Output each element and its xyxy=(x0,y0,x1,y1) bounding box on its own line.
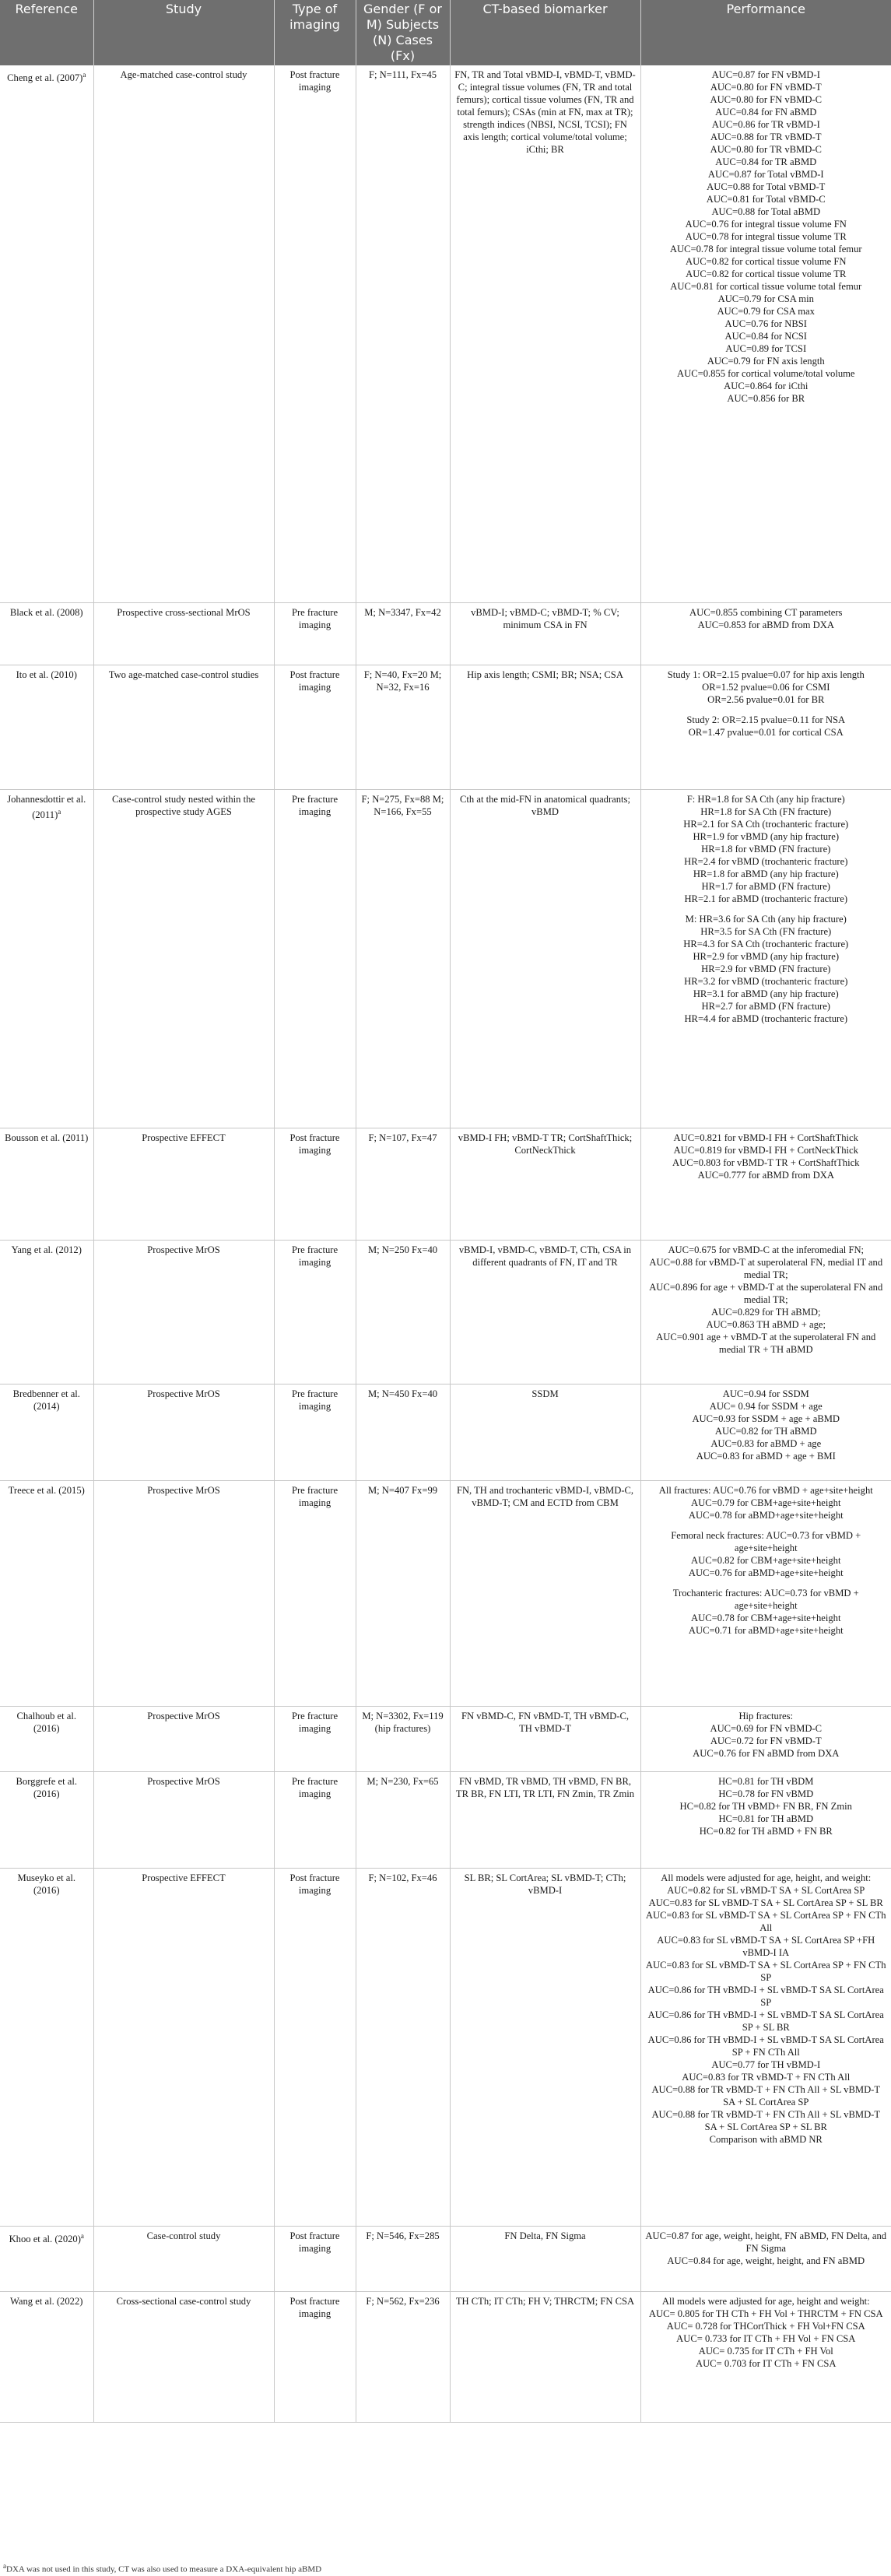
header-study: Study xyxy=(93,0,274,65)
performance-line: AUC=0.76 for FN aBMD from DXA xyxy=(693,1747,840,1759)
performance-line: AUC=0.84 for age, weight, height, and FN aBMD xyxy=(667,2255,865,2266)
cell-performance xyxy=(640,2291,891,2422)
cell-subjects: M; N=3302, Fx=119 (hip fractures) xyxy=(356,1706,450,1771)
cell-subjects: M; N=3347, Fx=42 xyxy=(356,602,450,665)
cell-study: Prospective MrOS xyxy=(93,1771,274,1868)
performance-line: HR=2.9 for vBMD (any hip fracture) xyxy=(693,950,840,962)
performance-line: All models were adjusted for age, height and weight: xyxy=(661,2295,870,2307)
cell-performance xyxy=(640,1240,891,1384)
cell-study: Prospective MrOS xyxy=(93,1384,274,1480)
performance-line: AUC=0.77 for TH vBMD-I xyxy=(711,2058,821,2070)
table-row xyxy=(0,789,891,1128)
performance-line: AUC=0.83 for aBMD + age xyxy=(710,1437,822,1449)
performance-line: AUC=0.864 for iCthi xyxy=(724,381,809,391)
table-row xyxy=(0,665,891,789)
performance-line: HR=1.7 for aBMD (FN fracture) xyxy=(701,880,831,892)
cell-reference: Chalhoub et al. (2016) xyxy=(0,1706,93,1771)
performance-line: HR=2.1 for aBMD (trochanteric fracture) xyxy=(684,893,848,904)
performance-line: HC=0.81 for TH vBDM xyxy=(718,1775,814,1787)
table-row xyxy=(0,1240,891,1384)
table-footnote: $^a$DXA was not used in this study, CT was also used to measure a DXA-equivalent hip aBMD xyxy=(3,2562,322,2574)
performance-line: AUC=0.83 for SL vBMD-T SA + SL CortArea SP + SL BR xyxy=(648,1897,883,1908)
performance-line: AUC=0.856 for BR xyxy=(727,393,805,404)
cell-imaging: Post fracture imaging xyxy=(274,2291,356,2422)
performance-line: AUC=0.93 for SSDM + age + aBMD xyxy=(692,1413,840,1424)
cell-subjects: M; N=450 Fx=40 xyxy=(356,1384,450,1480)
performance-line: AUC=0.777 for aBMD from DXA xyxy=(697,1169,834,1181)
performance-line: AUC= 0.728 for THCortThick + FH Vol+FN CSA xyxy=(666,2320,865,2332)
performance-line: AUC=0.88 for TR vBMD-T + FN CTh All + SL vBMD-T SA + SL CortArea SP + SL BR xyxy=(651,2108,881,2132)
performance-line: AUC=0.89 for TCSI xyxy=(725,343,807,354)
cell-biomarker: FN, TR and Total vBMD-I, vBMD-T, vBMD-C; integral tissue volumes (FN, TR and total femurs); cortical tissue volumes (FN, TR and total femurs); CSAs (min at FN, max at TR); strength indices (NBSI, NCSI, TCSI); FN axis length; cortical volume/total volume; iCthi; BR xyxy=(450,65,640,602)
performance-line: AUC=0.82 for SL vBMD-T SA + SL CortArea SP xyxy=(667,1884,865,1896)
performance-line: All models were adjusted for age, height, and weight: xyxy=(661,1872,872,1883)
cell-biomarker: FN vBMD-C, FN vBMD-T, TH vBMD-C, TH vBMD-T xyxy=(450,1706,640,1771)
cell-biomarker: vBMD-I, vBMD-C, vBMD-T, CTh, CSA in different quadrants of FN, IT and TR xyxy=(450,1240,640,1384)
cell-performance xyxy=(640,1868,891,2226)
performance-line: AUC=0.78 for integral tissue volume TR xyxy=(685,231,847,242)
performance-line: AUC=0.81 for Total vBMD-C xyxy=(706,194,826,205)
cell-biomarker: vBMD-I; vBMD-C; vBMD-T; % CV; minimum CSA in FN xyxy=(450,602,640,665)
performance-line xyxy=(645,1521,888,1529)
performance-line: AUC=0.853 for aBMD from DXA xyxy=(697,619,834,630)
header-imaging: Type of imaging xyxy=(274,0,356,65)
cell-imaging: Pre fracture imaging xyxy=(274,602,356,665)
performance-line: AUC=0.829 for TH aBMD; xyxy=(711,1306,821,1318)
cell-biomarker: SSDM xyxy=(450,1384,640,1480)
cell-study: Prospective MrOS xyxy=(93,1706,274,1771)
cell-study: Case-control study xyxy=(93,2226,274,2291)
cell-performance xyxy=(640,602,891,665)
performance-line: AUC= 0.805 for TH CTh + FH Vol + THRCTM + FN CSA xyxy=(648,2308,883,2319)
table-row xyxy=(0,1771,891,1868)
performance-line: AUC=0.819 for vBMD-I FH + CortNeckThick xyxy=(673,1144,858,1156)
performance-line: AUC=0.80 for FN vBMD-T xyxy=(710,82,822,93)
performance-line: AUC=0.901 age + vBMD-T at the superolateral FN and medial TR + TH aBMD xyxy=(656,1331,876,1355)
performance-line: AUC=0.78 for CBM+age+site+height xyxy=(691,1612,841,1623)
cell-imaging: Pre fracture imaging xyxy=(274,789,356,1128)
cell-biomarker: TH CTh; IT CTh; FH V; THRCTM; FN CSA xyxy=(450,2291,640,2422)
performance-line xyxy=(645,905,888,913)
performance-line: AUC= 0.703 for IT CTh + FN CSA xyxy=(695,2357,837,2369)
header-reference: Reference xyxy=(0,0,93,65)
cell-biomarker: FN vBMD, TR vBMD, TH vBMD, FN BR, TR BR, FN LTI, TR LTI, FN Zmin, TR Zmin xyxy=(450,1771,640,1868)
cell-reference: Cheng et al. $(2007)^a$ xyxy=(0,65,93,602)
cell-performance xyxy=(640,1384,891,1480)
cell-study: Prospective EFFECT xyxy=(93,1128,274,1240)
performance-line: AUC=0.86 for TH vBMD-I + SL vBMD-T SA SL CortArea SP + SL BR xyxy=(647,2009,884,2033)
performance-line: AUC=0.82 for TH aBMD xyxy=(714,1425,817,1437)
performance-line: Comparison with aBMD NR xyxy=(709,2133,823,2145)
performance-line: AUC=0.88 for Total aBMD xyxy=(711,206,821,217)
cell-imaging: Post fracture imaging xyxy=(274,1128,356,1240)
performance-line: Trochanteric fractures: AUC=0.73 for vBMD + age+site+height xyxy=(672,1587,859,1611)
cell-study: Prospective cross-sectional MrOS xyxy=(93,602,274,665)
performance-line: AUC=0.83 for SL vBMD-T SA + SL CortArea SP +FH vBMD-I IA xyxy=(657,1934,875,1958)
performance-line: AUC=0.863 TH aBMD + age; xyxy=(706,1318,826,1330)
performance-line: HR=2.4 for vBMD (trochanteric fracture) xyxy=(684,855,848,867)
performance-line: AUC=0.83 for TR vBMD-T + FN CTh All xyxy=(682,2071,851,2083)
footnote-marker: a xyxy=(58,807,61,816)
performance-line: HR=4.3 for SA Cth (trochanteric fracture) xyxy=(683,938,849,949)
table-row xyxy=(0,65,891,602)
performance-line: AUC=0.83 for aBMD + age + BMI xyxy=(696,1450,836,1462)
header-performance: Performance xyxy=(640,0,891,65)
cell-biomarker: Hip axis length; CSMI; BR; NSA; CSA xyxy=(450,665,640,789)
performance-line: AUC=0.76 for NBSI xyxy=(724,318,807,329)
performance-line: AUC=0.82 for cortical tissue volume TR xyxy=(686,268,847,279)
cell-subjects: F; N=275, Fx=88 M; N=166, Fx=55 xyxy=(356,789,450,1128)
cell-reference: Bredbenner et al. (2014) xyxy=(0,1384,93,1480)
cell-performance xyxy=(640,1128,891,1240)
performance-line: AUC=0.86 for TH vBMD-I + SL vBMD-T SA SL CortArea SP + FN CTh All xyxy=(647,2034,884,2058)
performance-line: OR=1.52 pvalue=0.06 for CSMI xyxy=(702,681,830,693)
performance-line: AUC=0.821 for vBMD-I FH + CortShaftThick xyxy=(673,1132,858,1143)
table-header xyxy=(0,0,891,65)
cell-subjects: F; N=102, Fx=46 xyxy=(356,1868,450,2226)
performance-line: AUC=0.87 for age, weight, height, FN aBMD, FN Delta, and FN Sigma xyxy=(645,2230,887,2254)
performance-line: M: HR=3.6 for SA Cth (any hip fracture) xyxy=(685,913,847,925)
cell-imaging: Post fracture imaging xyxy=(274,2226,356,2291)
cell-biomarker: FN Delta, FN Sigma xyxy=(450,2226,640,2291)
performance-line: AUC=0.69 for FN vBMD-C xyxy=(710,1722,823,1734)
cell-subjects: F; N=546, Fx=285 xyxy=(356,2226,450,2291)
performance-line: AUC=0.76 for aBMD+age+site+height xyxy=(688,1567,844,1578)
performance-line: AUC=0.87 for FN vBMD-I xyxy=(711,69,820,80)
cell-reference: Bousson et al. (2011) xyxy=(0,1128,93,1240)
performance-line: AUC=0.78 for aBMD+age+site+height xyxy=(688,1509,844,1521)
cell-study: Prospective MrOS xyxy=(93,1480,274,1706)
cell-reference: Ito et al. (2010) xyxy=(0,665,93,789)
cell-performance xyxy=(640,65,891,602)
performance-line: AUC=0.81 for cortical tissue volume total femur xyxy=(670,281,862,292)
performance-line: HR=3.5 for SA Cth (FN fracture) xyxy=(700,925,832,937)
cell-subjects: F; N=111, Fx=45 xyxy=(356,65,450,602)
footnote-text: DXA was not used in this study, CT was also used to measure a DXA-equivalent hip aBMD xyxy=(6,2564,322,2574)
cell-reference: Borggrefe et al. (2016) xyxy=(0,1771,93,1868)
performance-line: AUC=0.87 for Total vBMD-I xyxy=(707,169,824,180)
cell-performance xyxy=(640,665,891,789)
cell-performance xyxy=(640,2226,891,2291)
performance-line: HR=3.1 for aBMD (any hip fracture) xyxy=(693,988,839,999)
performance-line: AUC=0.80 for TR vBMD-C xyxy=(710,144,822,155)
performance-line: HR=2.9 for vBMD (FN fracture) xyxy=(701,963,831,974)
table-row xyxy=(0,2226,891,2291)
performance-line xyxy=(645,706,888,714)
cell-study: Prospective EFFECT xyxy=(93,1868,274,2226)
performance-line: AUC=0.83 for SL vBMD-T SA + SL CortArea SP + FN CTh All xyxy=(645,1909,886,1933)
cell-reference: Museyko et al. (2016) xyxy=(0,1868,93,2226)
cell-imaging: Post fracture imaging xyxy=(274,65,356,602)
performance-line: HC=0.81 for TH aBMD xyxy=(718,1813,814,1824)
cell-biomarker: SL BR; SL CortArea; SL vBMD-T; CTh; vBMD-I xyxy=(450,1868,640,2226)
cell-imaging: Pre fracture imaging xyxy=(274,1771,356,1868)
performance-line xyxy=(645,1579,888,1587)
cell-study: Case-control study nested within the prospective study AGES xyxy=(93,789,274,1128)
cell-reference: Khoo et al. $(2020)^a$ xyxy=(0,2226,93,2291)
performance-line: AUC=0.82 for cortical tissue volume FN xyxy=(686,256,847,267)
performance-line: AUC=0.84 for NCSI xyxy=(724,331,807,342)
performance-line: F: HR=1.8 for SA Cth (any hip fracture) xyxy=(686,793,845,805)
performance-line: Study 1: OR=2.15 pvalue=0.07 for hip axis length xyxy=(667,669,865,680)
performance-line: AUC=0.675 for vBMD-C at the inferomedial FN; xyxy=(668,1244,865,1255)
performance-line: AUC=0.94 for SSDM xyxy=(722,1388,809,1399)
cell-performance xyxy=(640,1480,891,1706)
performance-line: AUC=0.88 for TR vBMD-T xyxy=(710,132,822,142)
performance-line: Study 2: OR=2.15 pvalue=0.11 for NSA xyxy=(686,714,846,725)
cell-subjects: M; N=230, Fx=65 xyxy=(356,1771,450,1868)
cell-imaging: Post fracture imaging xyxy=(274,1868,356,2226)
performance-line: AUC= 0.94 for SSDM + age xyxy=(709,1400,823,1412)
cell-performance xyxy=(640,1771,891,1868)
cell-subjects: F; N=562, Fx=236 xyxy=(356,2291,450,2422)
performance-line: HR=1.8 for vBMD (FN fracture) xyxy=(701,843,831,855)
performance-line: AUC=0.84 for FN aBMD xyxy=(715,107,817,118)
table-row xyxy=(0,1480,891,1706)
performance-line: AUC=0.84 for TR aBMD xyxy=(715,156,817,167)
performance-line: HR=4.4 for aBMD (trochanteric fracture) xyxy=(684,1013,848,1024)
performance-line: AUC=0.82 for CBM+age+site+height xyxy=(691,1554,841,1566)
performance-line: OR=1.47 pvalue=0.01 for cortical CSA xyxy=(688,726,844,738)
performance-line: HC=0.78 for FN vBMD xyxy=(718,1788,814,1799)
performance-line: HR=2.1 for SA Cth (trochanteric fracture) xyxy=(683,818,849,830)
cell-reference: Johannesdottir et al. $(2011)^a$ xyxy=(0,789,93,1128)
performance-line: Hip fractures: xyxy=(738,1710,794,1721)
performance-line: HR=1.8 for SA Cth (FN fracture) xyxy=(700,805,832,817)
performance-line: AUC=0.79 for CBM+age+site+height xyxy=(691,1497,841,1508)
performance-line: HC=0.82 for TH aBMD + FN BR xyxy=(699,1825,833,1837)
table-row xyxy=(0,2291,891,2422)
performance-line: AUC=0.71 for aBMD+age+site+height xyxy=(688,1624,844,1636)
cell-study: Age-matched case-control study xyxy=(93,65,274,602)
performance-line: AUC=0.86 for TR vBMD-I xyxy=(711,119,820,130)
cell-reference: Black et al. (2008) xyxy=(0,602,93,665)
performance-line: AUC=0.855 for cortical volume/total volume xyxy=(677,368,855,379)
performance-line: AUC=0.803 for vBMD-T TR + CortShaftThick xyxy=(672,1156,860,1168)
performance-line: AUC=0.88 for TR vBMD-T + FN CTh All + SL vBMD-T SA + SL CortArea SP xyxy=(651,2083,881,2107)
table-row xyxy=(0,602,891,665)
cell-imaging: Post fracture imaging xyxy=(274,665,356,789)
table-row xyxy=(0,1868,891,2226)
cell-study: Two age-matched case-control studies xyxy=(93,665,274,789)
performance-line: HR=2.7 for aBMD (FN fracture) xyxy=(701,1000,831,1012)
performance-line: HR=3.2 for vBMD (trochanteric fracture) xyxy=(684,975,848,987)
table-row xyxy=(0,1706,891,1771)
cell-subjects: M; N=407 Fx=99 xyxy=(356,1480,450,1706)
cell-biomarker: vBMD-I FH; vBMD-T TR; CortShaftThick; CortNeckThick xyxy=(450,1128,640,1240)
cell-imaging: Pre fracture imaging xyxy=(274,1480,356,1706)
cell-biomarker: Cth at the mid-FN in anatomical quadrants; vBMD xyxy=(450,789,640,1128)
table-row xyxy=(0,1384,891,1480)
performance-line: AUC=0.83 for SL vBMD-T SA + SL CortArea SP + FN CTh SP xyxy=(645,1959,886,1983)
cell-imaging: Pre fracture imaging xyxy=(274,1384,356,1480)
cell-imaging: Pre fracture imaging xyxy=(274,1240,356,1384)
performance-line: HR=1.8 for aBMD (any hip fracture) xyxy=(693,868,839,879)
table-row xyxy=(0,1128,891,1240)
cell-reference: Wang et al. (2022) xyxy=(0,2291,93,2422)
footnote-marker: a xyxy=(82,71,86,79)
performance-line: AUC=0.76 for integral tissue volume FN xyxy=(685,219,847,230)
cell-imaging: Pre fracture imaging xyxy=(274,1706,356,1771)
performance-line: All fractures: AUC=0.76 for vBMD + age+site+height xyxy=(658,1484,873,1496)
header-subjects: Gender (F or M) Subjects (N) Cases (Fx) xyxy=(356,0,450,65)
performance-line: AUC= 0.733 for IT CTh + FH Vol + FN CSA xyxy=(676,2332,856,2344)
performance-line: AUC=0.79 for CSA min xyxy=(717,293,814,304)
performance-line: OR=2.56 pvalue=0.01 for BR xyxy=(707,693,825,705)
performance-line: AUC=0.896 for age + vBMD-T at the superolateral FN and medial TR; xyxy=(649,1281,883,1305)
table-body xyxy=(0,65,891,2422)
header-biomarker: CT-based biomarker xyxy=(450,0,640,65)
performance-line: AUC=0.86 for TH vBMD-I + SL vBMD-T SA SL CortArea SP xyxy=(647,1984,884,2008)
performance-line: HR=1.9 for vBMD (any hip fracture) xyxy=(693,830,840,842)
cell-performance xyxy=(640,789,891,1128)
performance-line: AUC= 0.735 for IT CTh + FH Vol xyxy=(698,2345,833,2357)
performance-line: AUC=0.79 for FN axis length xyxy=(707,356,825,367)
cell-subjects: F; N=107, Fx=47 xyxy=(356,1128,450,1240)
performance-line: AUC=0.79 for CSA max xyxy=(717,306,815,317)
cell-study: Cross-sectional case-control study xyxy=(93,2291,274,2422)
performance-line: Femoral neck fractures: AUC=0.73 for vBMD + age+site+height xyxy=(671,1529,861,1553)
performance-line: AUC=0.88 for Total vBMD-T xyxy=(707,181,826,192)
cell-performance xyxy=(640,1706,891,1771)
cell-biomarker: FN, TH and trochanteric vBMD-I, vBMD-C, vBMD-T; CM and ECTD from CBM xyxy=(450,1480,640,1706)
performance-line: AUC=0.88 for vBMD-T at superolateral FN, medial IT and medial TR; xyxy=(649,1256,883,1280)
performance-line: HC=0.82 for TH vBMD+ FN BR, FN Zmin xyxy=(679,1800,852,1812)
footnote-marker: a xyxy=(80,2231,84,2240)
cell-subjects: F; N=40, Fx=20 M; N=32, Fx=16 xyxy=(356,665,450,789)
performance-line: AUC=0.855 combining CT parameters xyxy=(689,606,843,618)
performance-line: AUC=0.80 for FN vBMD-C xyxy=(710,94,823,105)
cell-subjects: M; N=250 Fx=40 xyxy=(356,1240,450,1384)
cell-reference: Treece et al. (2015) xyxy=(0,1480,93,1706)
performance-line: AUC=0.78 for integral tissue volume total femur xyxy=(669,244,862,254)
performance-line: AUC=0.72 for FN vBMD-T xyxy=(710,1735,822,1746)
cell-reference: Yang et al. (2012) xyxy=(0,1240,93,1384)
cell-study: Prospective MrOS xyxy=(93,1240,274,1384)
